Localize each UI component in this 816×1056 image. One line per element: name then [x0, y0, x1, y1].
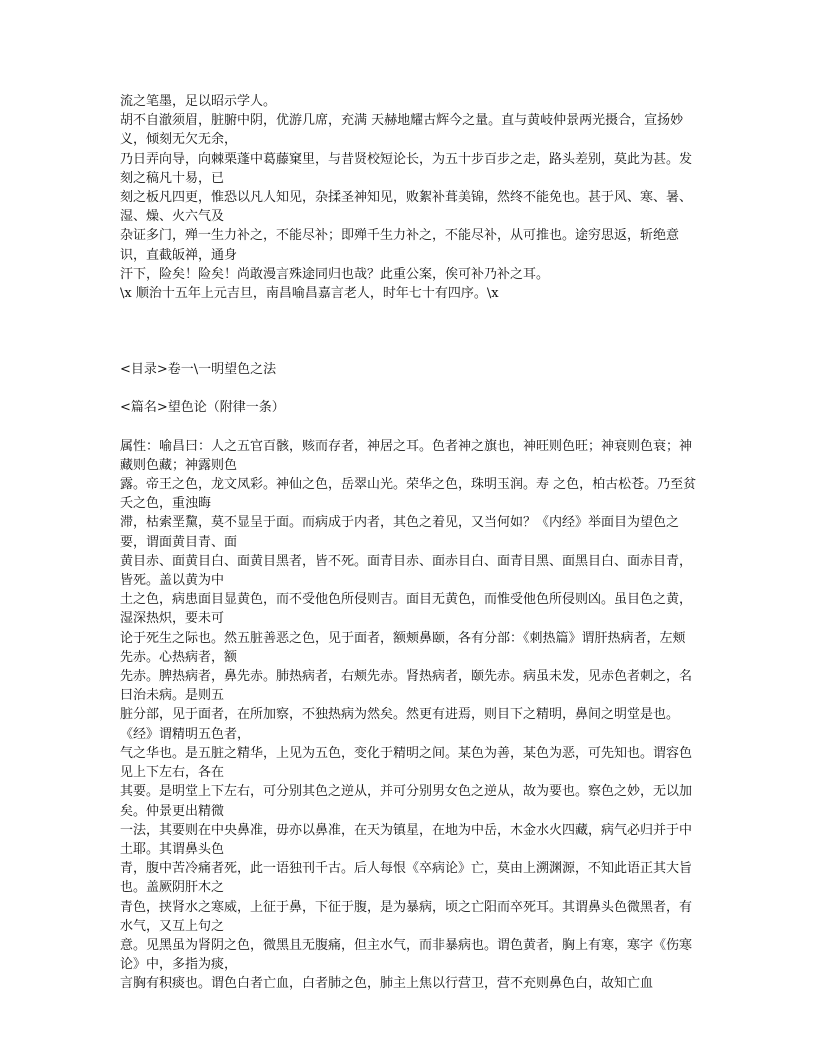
text-line: 一法，其要则在中央鼻准，毋亦以鼻准，在天为镇星，在地为中岳，木金水火四藏，病气必归并于中土耶。其谓鼻头色: [120, 822, 693, 857]
text-line: 杂证多门，殚一生力补之，不能尽补；即殚千生力补之，不能尽补，从可推也。途穷思返，斩绝意识，直截皈禅，通身: [120, 228, 680, 263]
text-line: 脏分部，见于面者，在所加察，不独热病为然矣。然更有进焉，则目下之精明，鼻间之明堂是也。《经》谓精明五色者，: [120, 707, 680, 742]
text-line: 先赤。脾热病者，鼻先赤。肺热病者，右颊先赤。肾热病者，颐先赤。病虽未发，见赤色者刺之，名曰治未病。是则五: [120, 669, 693, 704]
text-line: 言胸有积痰也。谓色白者亡血，白者肺之色，肺主上焦以行营卫，营不充则鼻色白，故知亡血: [120, 976, 654, 992]
text-line: 属性：喻昌曰：人之五官百骸，赅而存者，神居之耳。色者神之旗也，神旺则色旺；神衰则色衰；神藏则色藏；神露则色: [120, 438, 693, 473]
text-line: 土之色，病患面目显黄色，而不受他色所侵则吉。面目无黄色，而惟受他色所侵则凶。虽目色之黄，湿深热炽，要未可: [120, 592, 693, 627]
text-line: 胡不自澈须眉，脏腑中阴，优游几席，充满 天赫地耀古辉今之量。直与黄岐仲景两光摄合，宣扬妙义，倾刻无欠无余，: [120, 113, 684, 148]
catalog-heading: <目录>卷一\一明望色之法: [120, 362, 277, 378]
section-spacer: [120, 418, 698, 437]
text-line: 青色，挟肾水之寒威，上征于鼻，下征于腹，是为暴病，顷之亡阳而卒死耳。其谓鼻头色微黑者，有水气，又互上句之: [120, 899, 693, 934]
chapter-title: <篇名>望色论（附律一条）: [120, 400, 285, 416]
text-line: 气之华也。是五脏之精华，上见为五色，变化于精明之间。某色为善，某色为恶，可先知也。谓容色见上下左右，各在: [120, 745, 693, 781]
section-spacer: [120, 379, 698, 398]
text-line: 意。见黑虽为肾阴之色，微黑且无腹痛，但主水气，而非暴病也。谓色黄者，胸上有寒，寒字《伤寒论》中，多指为痰，: [120, 937, 693, 973]
text-line: 汗下，险矣！险矣！尚敢漫言殊途同归也哉？此重公案，俟可补乃补之耳。: [120, 266, 550, 282]
text-line: 刻之板凡四更，惟恐以凡人知见，杂揉圣神知见，败絮补葺美锦，然终不能免也。甚于风、寒、暑、湿、燥、火六气及: [120, 190, 693, 225]
text-line: 青，腹中苦冷痛者死，此一语独刊千古。后人每恨《卒病论》亡，莫由上溯渊源，不知此语正其大旨也。盖厥阴肝木之: [120, 861, 693, 896]
text-line: 乃日弄向导，向棘栗蓬中葛藤窠里，与昔贤校短论长，为五十步百步之走，路头差别，莫此为甚。发刻之稿凡十易，已: [120, 151, 693, 186]
document-page: [120, 92, 698, 994]
text-line: 黄目赤、面黄目白、面黄目黑者，皆不死。面青目赤、面赤目白、面青目黑、面黑目白、面赤目青，皆死。盖以黄为中: [120, 553, 693, 589]
body-section: [120, 437, 698, 994]
text-line: 滞，枯索垩黧，莫不显呈于面。而病成于内者，其色之着见，又当何如？《内经》举面目为望色之要，谓面黄目青、面: [120, 515, 680, 550]
text-line: 论于死生之际也。然五脏善恶之色，见于面者，额颊鼻颐，各有分部：《刺热篇》谓肝热病者，左颊先赤。心热病者，额: [120, 630, 686, 665]
preface-signature: \x 顺治十五年上元吉旦，南昌喻昌嘉言老人，时年七十有四序。\x: [120, 286, 499, 302]
preface-section: [120, 92, 698, 303]
section-spacer: [120, 303, 698, 360]
text-line: 其要。是明堂上下左右，可分别其色之逆从，并可分别男女色之逆从，故为要也。察色之妙，无以加矣。仲景更出精微: [120, 784, 693, 819]
text-line: 露。帝王之色，龙文凤彩。神仙之色，岳翠山光。荣华之色，珠明玉润。寿 之色，柏古松苍。乃至贫夭之色，重浊晦: [120, 477, 697, 512]
text-line: 流之笔墨，足以昭示学人。: [120, 94, 277, 109]
